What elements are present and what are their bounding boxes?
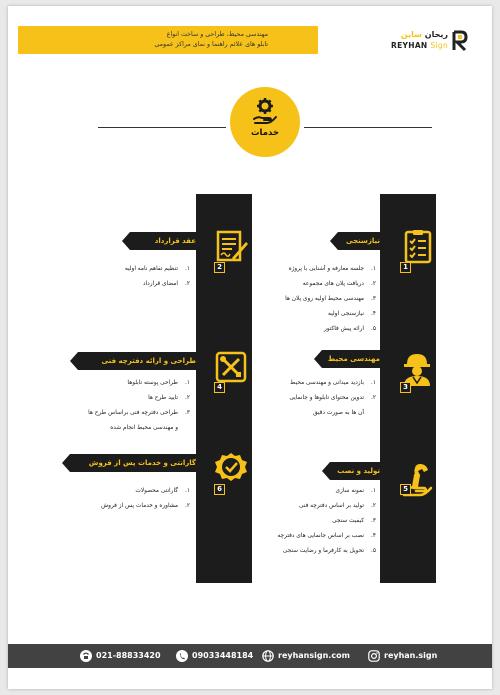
list-item: ۲.امضای قرارداد [142, 281, 190, 287]
footer-phone[interactable]: 021-88833420 [96, 651, 161, 660]
list-item: ۴.نصب بر اساس جانمایی های دفترچه [277, 533, 376, 539]
checklist-icon [398, 228, 436, 266]
section-items [68, 484, 190, 514]
section-number: 1 [400, 262, 411, 273]
header-tagline [28, 30, 268, 50]
tools-icon [212, 348, 250, 386]
services-title: خدمات [250, 128, 280, 138]
list-item: ۲.تولید بر اساس دفترچه فنی [298, 503, 376, 509]
list-item: ۲.مشاوره و خدمات پس از فروش [101, 503, 190, 509]
section-title: نیازسنجی [338, 232, 386, 250]
services-divider-left [98, 127, 226, 128]
contract-sign-icon [212, 228, 250, 266]
page [8, 6, 492, 689]
instagram-icon [368, 650, 380, 662]
header-tagline-line1: مهندسی محیط، طراحی و ساخت انواع [166, 31, 268, 38]
section-title-arrow [122, 232, 130, 250]
header-tagline-line2: تابلو های علائم راهنما و نمای مراکز عمومی [154, 41, 268, 48]
footer-mobile[interactable]: 09033448184 [192, 651, 254, 660]
gear-hand-icon [252, 97, 278, 125]
list-item: ۳.طراحی دفترچه فنی براساس طرح ها [88, 410, 190, 416]
logo-r-mark-icon [452, 30, 468, 52]
logo-en-yellow: Sign [430, 41, 448, 50]
logo-fa-dark: ریحان [424, 30, 448, 39]
list-item: آن ها به صورت دقیق [313, 410, 364, 416]
list-item: ۲.تدوین محتوای تابلوها و جانمایی [289, 395, 376, 401]
section-title-arrow [314, 350, 322, 368]
section-items [68, 262, 190, 292]
section-title-arrow [330, 232, 338, 250]
logo-en-dark: REYHAN [391, 41, 428, 50]
section-title: عقد قرارداد [130, 232, 202, 250]
logo-english [391, 41, 448, 50]
list-item: ۲.تایید طرح ها [148, 395, 190, 401]
section-title-arrow [70, 352, 78, 370]
section-title-arrow [322, 462, 330, 480]
logo-persian [401, 30, 448, 39]
list-item: ۱.تنظیم تفاهم نامه اولیه [124, 266, 190, 272]
globe-icon [262, 650, 274, 662]
section-items [248, 262, 376, 337]
list-item: ۱.بازدید میدانی و مهندسی محیط [290, 380, 376, 386]
services-divider-right [304, 127, 432, 128]
list-item: ۱.نمونه سازی [335, 488, 376, 494]
footer [8, 644, 492, 668]
section-title: تولید و نصب [330, 462, 386, 480]
list-item: ۳.کیفیت سنجی [332, 518, 376, 524]
list-item: ۲.دریافت پلان های مجموعه [302, 281, 376, 287]
section-title: مهندسی محیط [322, 350, 386, 368]
list-item: ۳.مهندسی محیط اولیه روی پلان ها [285, 296, 376, 302]
logo-fa-yellow: ساین [400, 30, 422, 39]
section-items [58, 376, 190, 436]
list-item: ۱.جلسه معارفه و آشنایی با پروژه [288, 266, 376, 272]
list-item: ۱.طراحی پوسته تابلوها [127, 380, 190, 386]
phone-icon [80, 650, 92, 662]
section-number: 3 [400, 382, 411, 393]
footer-website[interactable]: reyhansign.com [278, 651, 350, 660]
list-item: ۵.ارائه پیش فاکتور [323, 326, 376, 332]
section-title-arrow [62, 454, 70, 472]
list-item: ۵.تحویل به کارفرما و رضایت سنجی [282, 548, 376, 554]
list-item: و مهندسی محیط انجام شده [110, 425, 178, 431]
badge-check-icon [212, 450, 250, 488]
section-number: 6 [214, 484, 225, 495]
header [8, 6, 492, 66]
section-title: گارانتی و خدمات پس از فروش [70, 454, 202, 472]
section-title: طراحی و ارائه دفترچه فنی [78, 352, 202, 370]
list-item: ۴.نیازسنجی اولیه [328, 311, 376, 317]
mobile-icon [176, 650, 188, 662]
section-number: 2 [214, 262, 225, 273]
logo [358, 28, 468, 54]
section-items [248, 376, 376, 421]
services-badge [230, 87, 300, 157]
section-number: 5 [400, 484, 411, 495]
footer-instagram[interactable]: reyhan.sign [384, 651, 438, 660]
section-number: 4 [214, 382, 225, 393]
list-item: ۱.گارانتی محصولات [135, 488, 190, 494]
section-items [248, 484, 376, 559]
